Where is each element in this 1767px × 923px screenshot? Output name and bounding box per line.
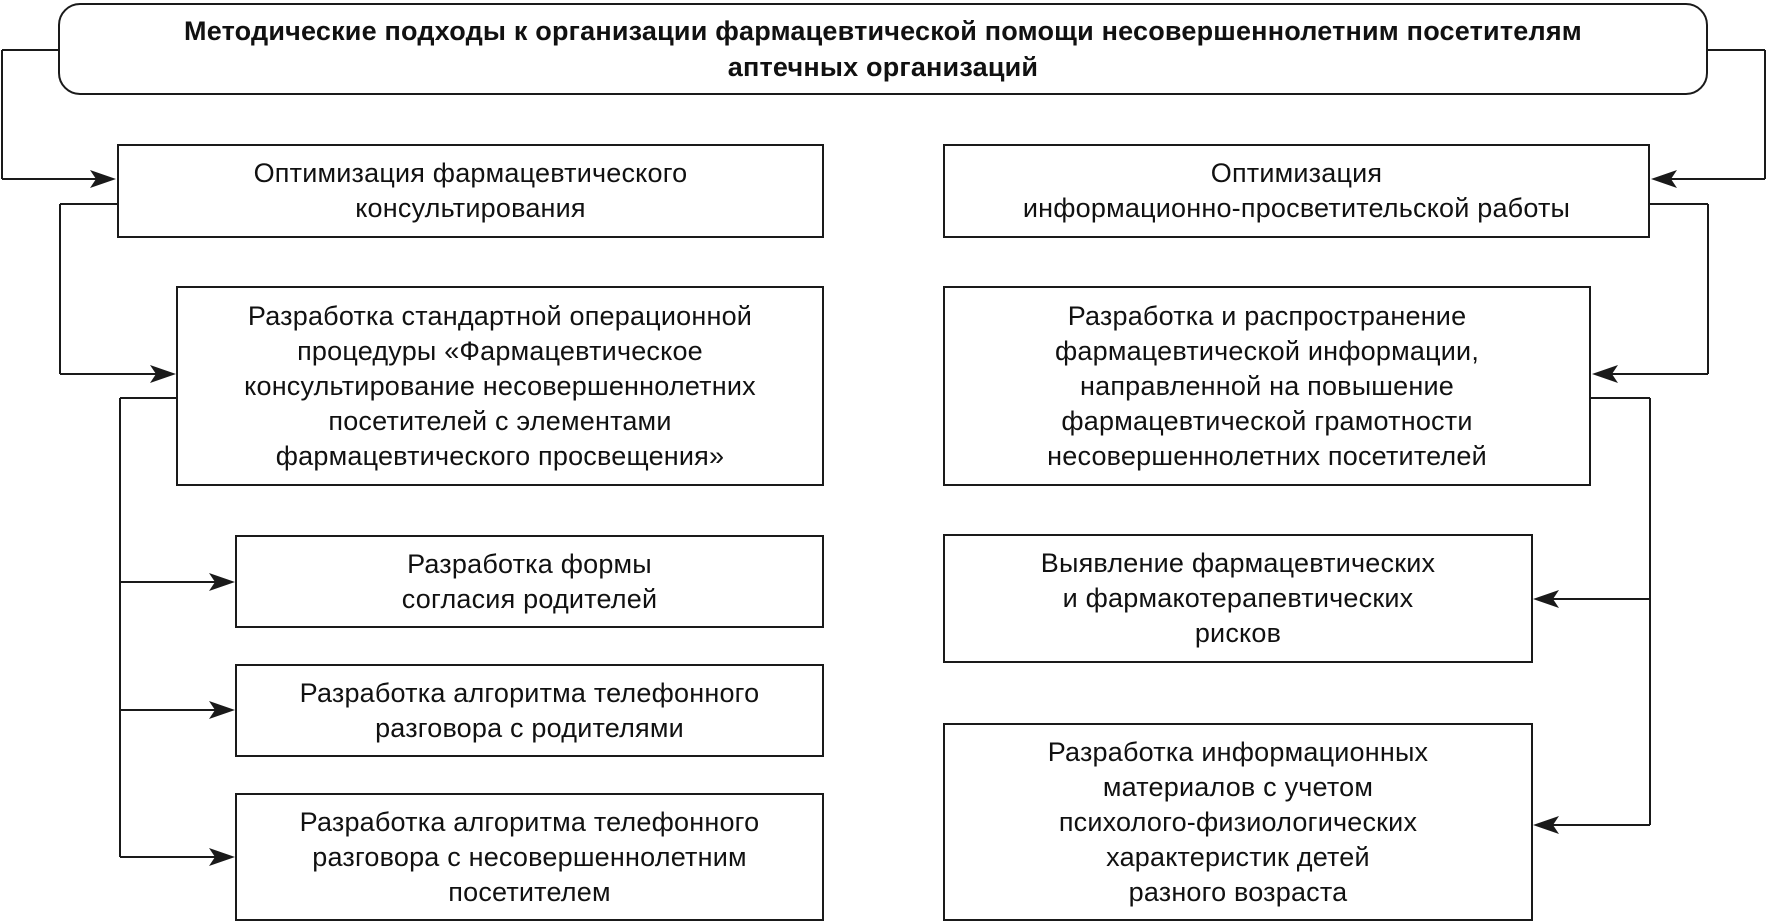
- minor-call-algorithm-box: Разработка алгоритма телефонного разговора с несовершеннолетним посетителем: [235, 793, 824, 921]
- parent-call-algorithm-box: Разработка алгоритма телефонного разговора с родителями: [235, 664, 824, 757]
- sop-box: Разработка стандартной операционной процедуры «Фармацевтическое консультирование несовершеннолетних посетителей с элементами фармацевтического просвещения»: [176, 286, 824, 486]
- risk-identification-box: Выявление фармацевтических и фармакотерапевтических рисков: [943, 534, 1533, 663]
- diagram-title: Методические подходы к организации фармацевтической помощи несовершеннолетним посетителям аптечных организаций: [58, 3, 1708, 95]
- info-materials-box: Разработка информационных материалов с учетом психолого-физиологических характеристик детей разного возраста: [943, 723, 1533, 921]
- right-header-box: Оптимизация информационно-просветительской работы: [943, 144, 1650, 238]
- pharm-info-box: Разработка и распространение фармацевтической информации, направленной на повышение фармацевтической грамотности несовершеннолетних посетителей: [943, 286, 1591, 486]
- left-header-box: Оптимизация фармацевтического консультирования: [117, 144, 824, 238]
- consent-form-box: Разработка формы согласия родителей: [235, 535, 824, 628]
